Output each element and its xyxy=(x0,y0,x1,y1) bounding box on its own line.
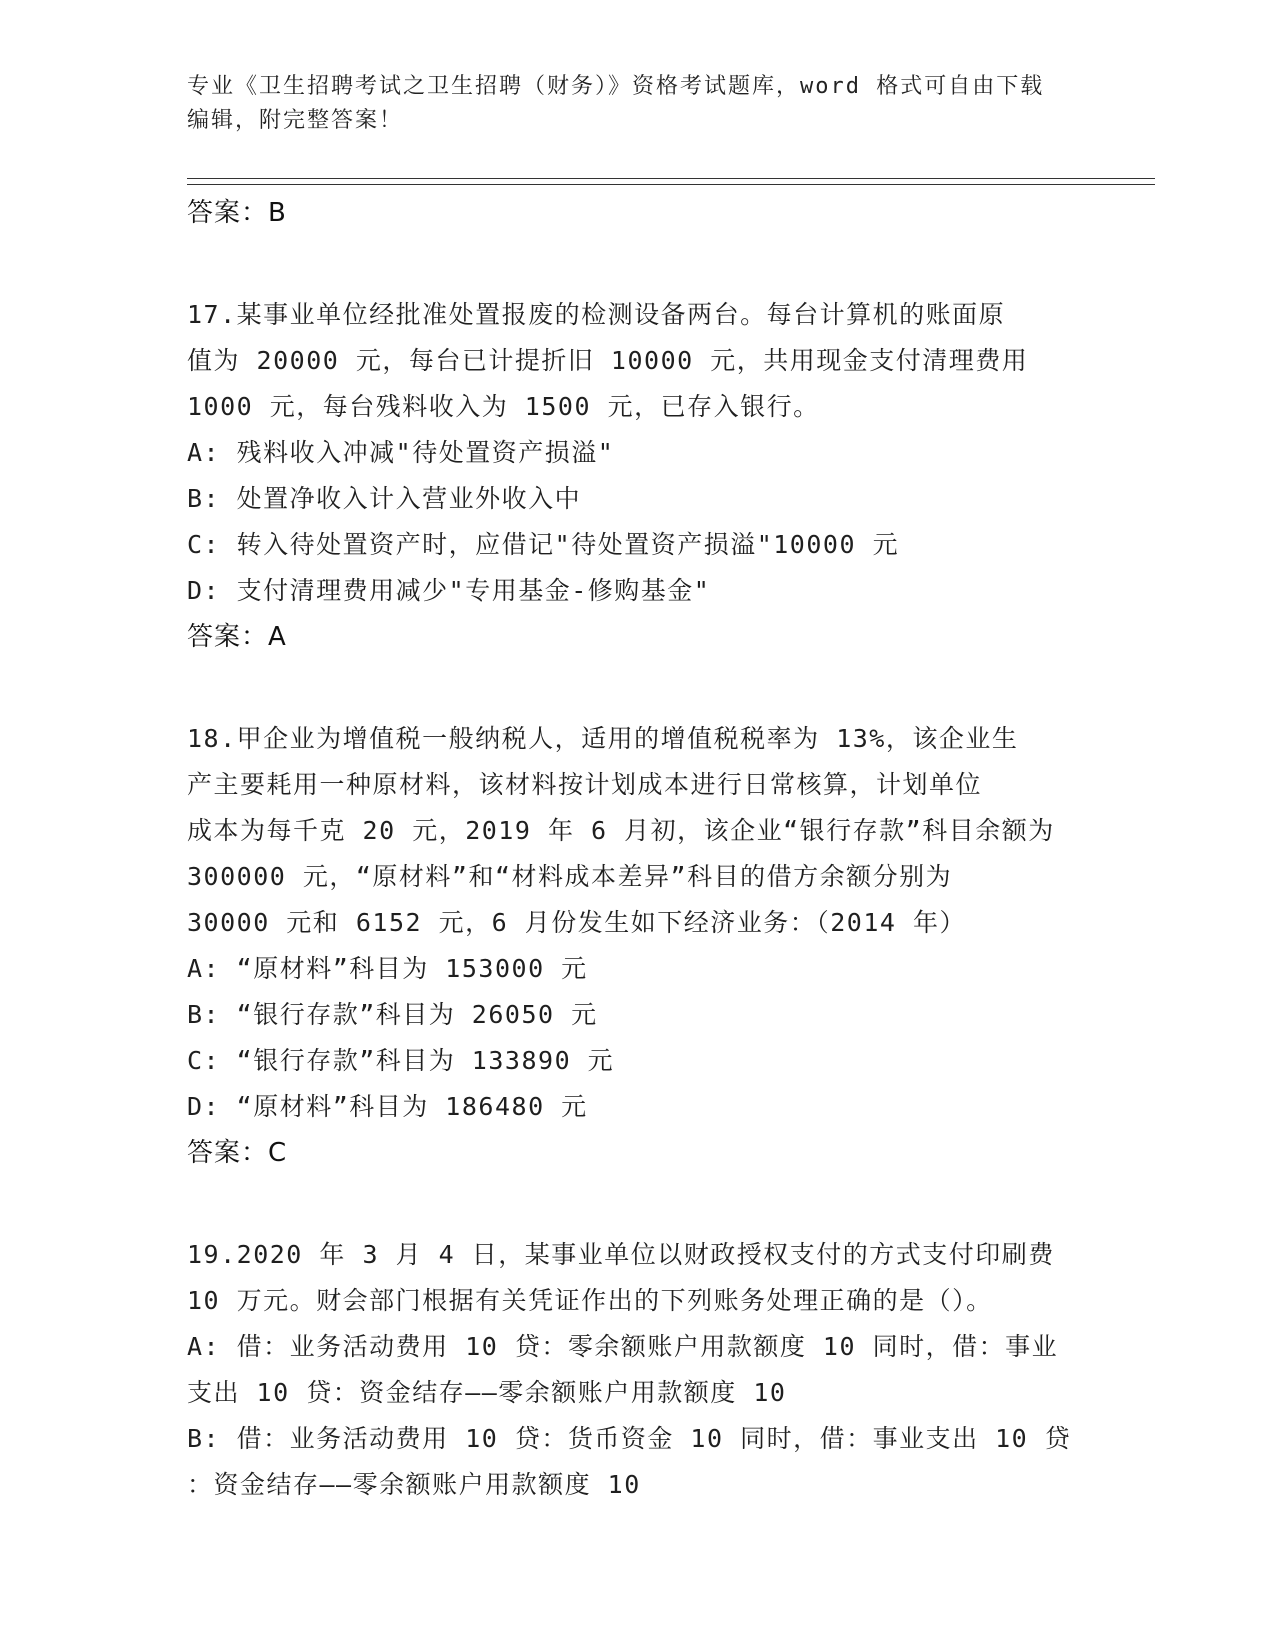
q19-option-a-line: 支出 10 贷：资金结存——零余额账户用款额度 10 xyxy=(187,1378,787,1407)
q18-stem-line: 成本为每千克 20 元，2019 年 6 月初，该企业“银行存款”科目余额为 xyxy=(187,816,1055,845)
q17-option-d: D: 支付清理费用减少"专用基金-修购基金" xyxy=(187,576,711,605)
q18-stem-line: 30000 元和 6152 元，6 月份发生如下经济业务：（2014 年） xyxy=(187,908,966,937)
page-header xyxy=(187,70,1087,138)
q18-option-d: D: “原材料”科目为 186480 元 xyxy=(187,1092,588,1121)
q18-stem-line: 18.甲企业为增值税一般纳税人，适用的增值税税率为 13%，该企业生 xyxy=(187,724,1019,753)
question-18 xyxy=(187,716,1087,1176)
q19-option-b-line: ：资金结存——零余额账户用款额度 10 xyxy=(187,1470,641,1499)
q17-stem-line: 1000 元，每台残料收入为 1500 元，已存入银行。 xyxy=(187,392,820,421)
spacer xyxy=(187,236,1087,292)
q17-stem-line: 值为 20000 元，每台已计提折旧 10000 元，共用现金支付清理费用 xyxy=(187,346,1029,375)
q18-option-c: C: “银行存款”科目为 133890 元 xyxy=(187,1046,615,1075)
q18-stem-line: 产主要耗用一种原材料，该材料按计划成本进行日常核算，计划单位 xyxy=(187,770,983,799)
header-rule-bottom xyxy=(187,184,1155,185)
header-line-1: 专业《卫生招聘考试之卫生招聘（财务）》资格考试题库，word 格式可自由下载 xyxy=(187,74,1045,99)
spacer xyxy=(187,660,1087,716)
q18-option-b: B: “银行存款”科目为 26050 元 xyxy=(187,1000,598,1029)
question-17 xyxy=(187,292,1087,660)
q19-stem-line: 10 万元。财会部门根据有关凭证作出的下列账务处理正确的是（）。 xyxy=(187,1286,993,1315)
question-19 xyxy=(187,1232,1087,1508)
q18-answer: 答案：C xyxy=(187,1138,288,1168)
q19-option-a-line: A: 借：业务活动费用 10 贷：零余额账户用款额度 10 同时，借：事业 xyxy=(187,1332,1059,1361)
answer-16: 答案：B xyxy=(187,198,287,228)
spacer xyxy=(187,1176,1087,1232)
q17-stem-line: 17.某事业单位经批准处置报废的检测设备两台。每台计算机的账面原 xyxy=(187,300,1006,329)
q17-option-c: C: 转入待处置资产时，应借记"待处置资产损溢"10000 元 xyxy=(187,530,900,559)
header-line-2: 编辑，附完整答案！ xyxy=(187,108,404,133)
q18-option-a: A: “原材料”科目为 153000 元 xyxy=(187,954,588,983)
q18-stem-line: 300000 元，“原材料”和“材料成本差异”科目的借方余额分别为 xyxy=(187,862,953,891)
q17-answer: 答案：A xyxy=(187,622,287,652)
question-content xyxy=(187,190,1087,1508)
q17-option-b: B: 处置净收入计入营业外收入中 xyxy=(187,484,582,513)
header-rule-top xyxy=(187,178,1155,179)
q19-option-b-line: B: 借：业务活动费用 10 贷：货币资金 10 同时，借：事业支出 10 贷 xyxy=(187,1424,1072,1453)
q17-option-a: A: 残料收入冲减"待处置资产损溢" xyxy=(187,438,615,467)
q19-stem-line: 19.2020 年 3 月 4 日，某事业单位以财政授权支付的方式支付印刷费 xyxy=(187,1240,1055,1269)
